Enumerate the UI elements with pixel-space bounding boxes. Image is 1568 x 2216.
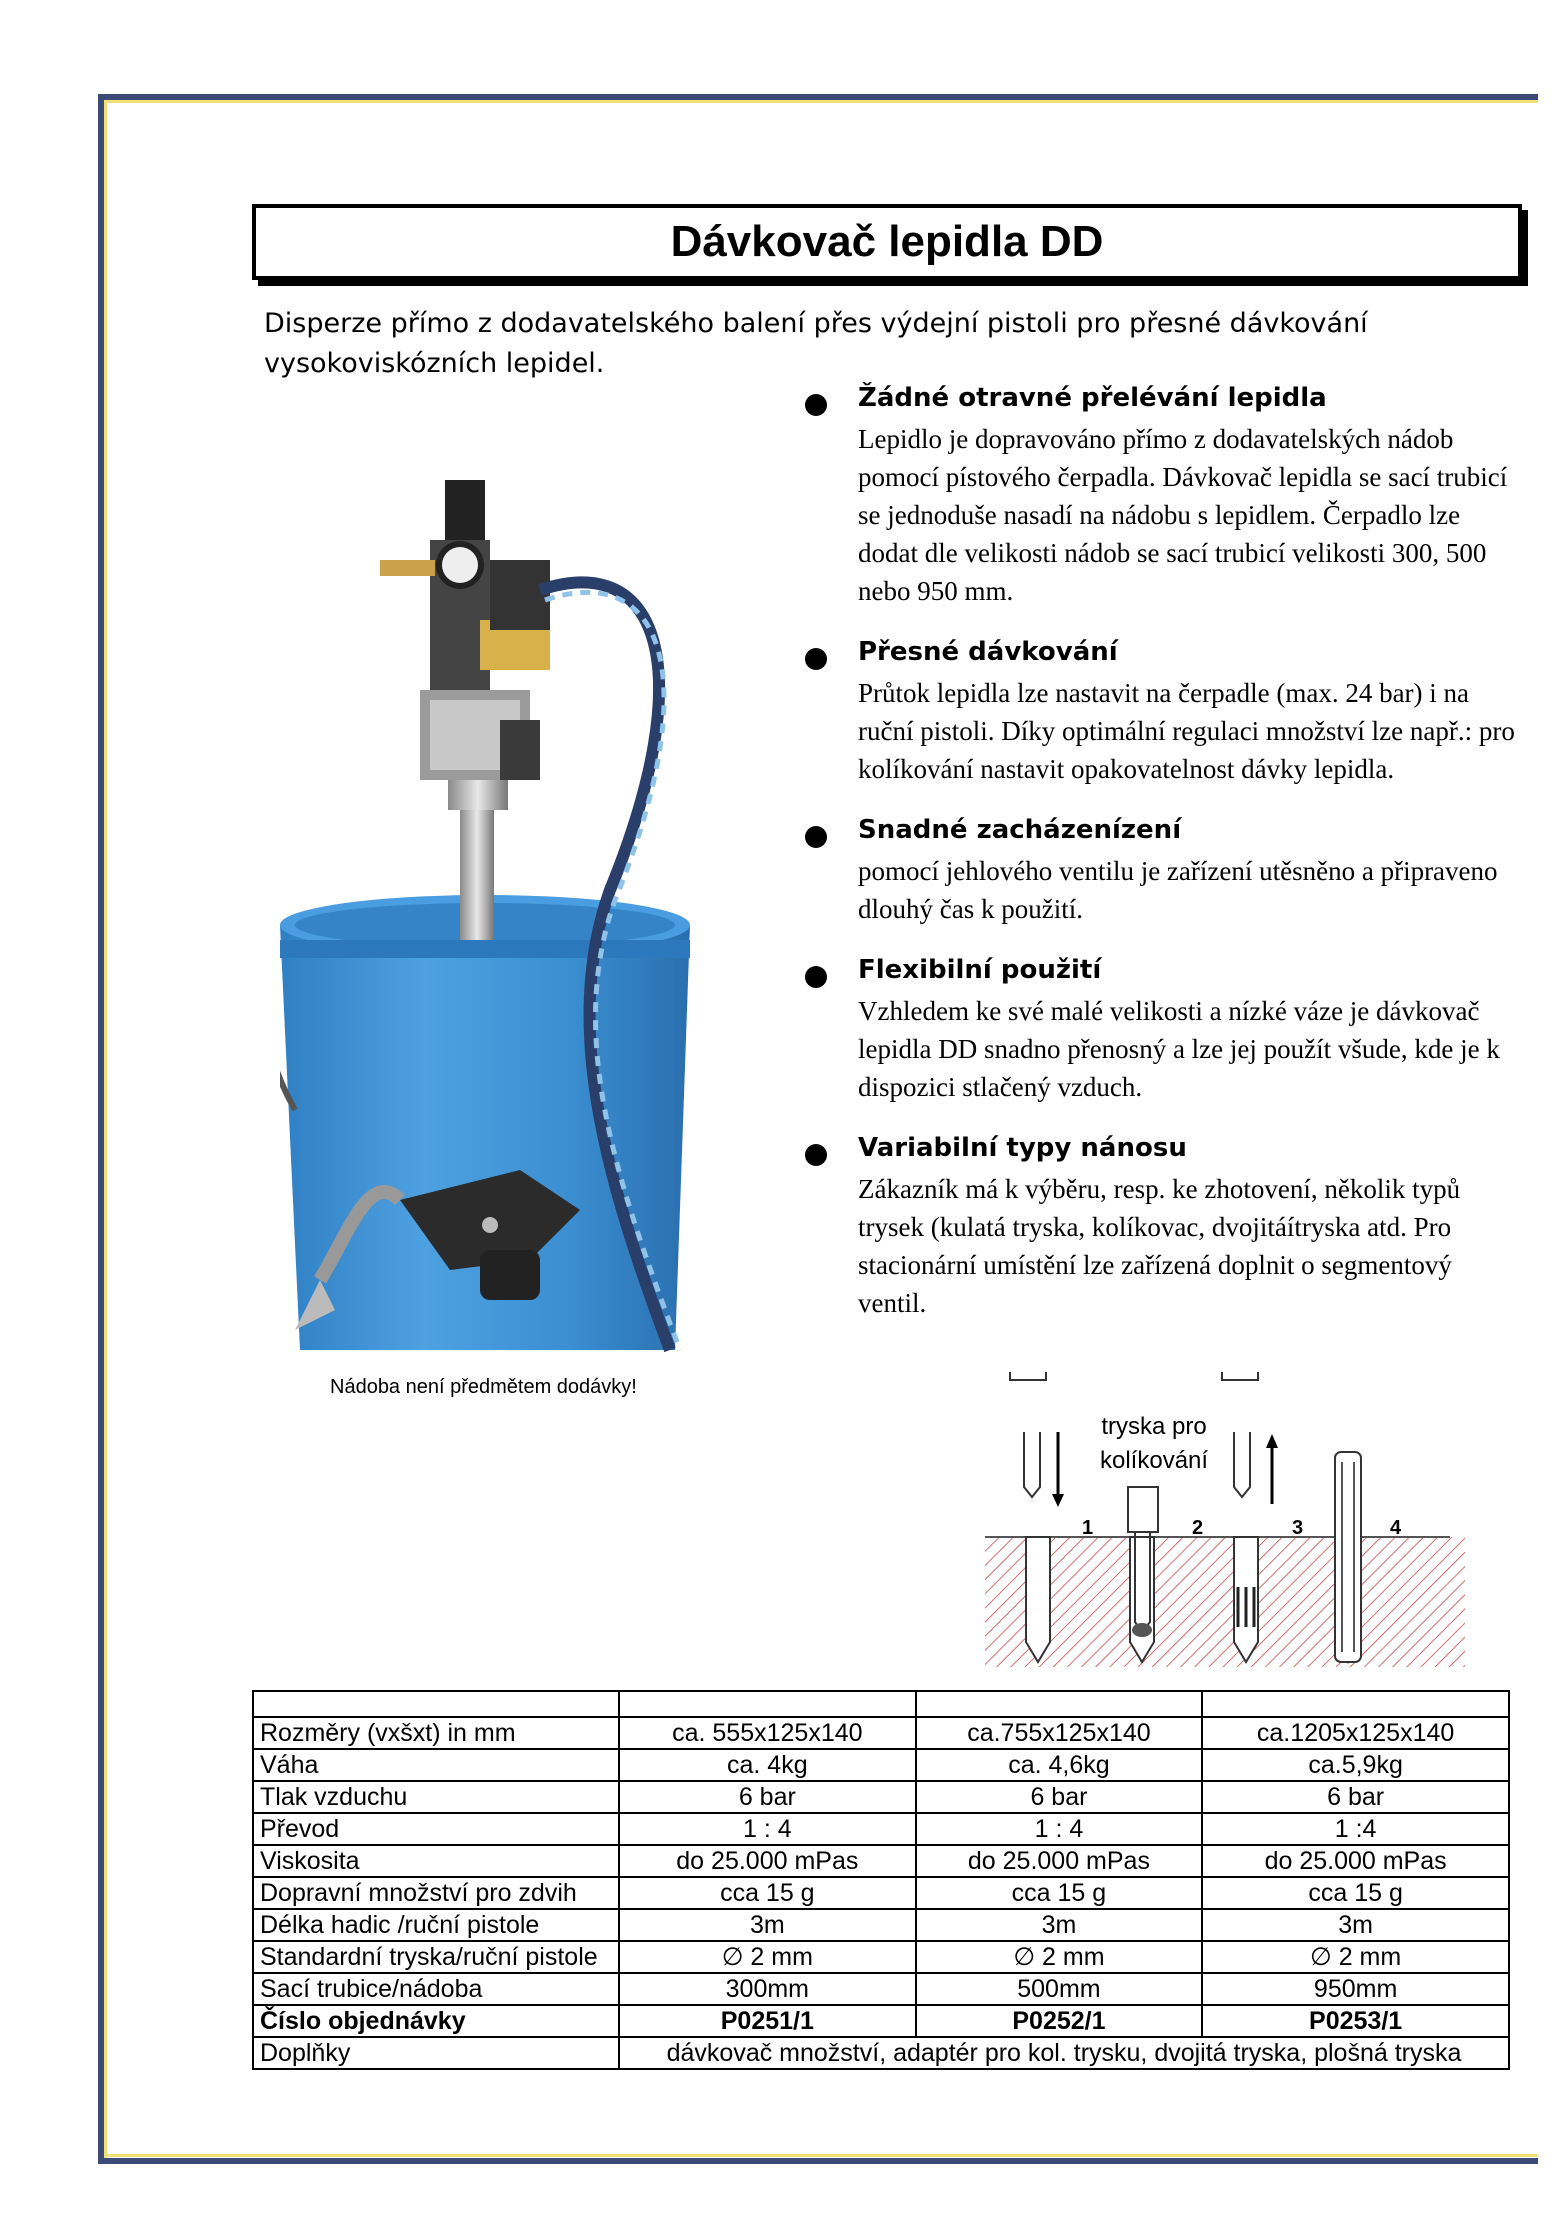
arrow-up-icon <box>1266 1434 1278 1448</box>
spec-table <box>252 1690 1510 2070</box>
wood-section <box>985 1537 1465 1667</box>
row-label: Délka hadic /ruční pistole <box>253 1909 619 1941</box>
product-photo <box>280 470 780 1370</box>
dowel-diagram <box>980 1372 1480 1672</box>
cell: ca. 4kg <box>619 1749 916 1781</box>
bullet-icon <box>805 826 827 848</box>
table-row <box>253 1845 1509 1877</box>
page-frame-left-accent <box>104 100 107 2160</box>
page-frame-bottom-accent <box>104 2154 1538 2157</box>
cell: ca.5,9kg <box>1202 1749 1509 1781</box>
feature-item <box>800 634 1520 788</box>
bullet-icon <box>805 648 827 670</box>
cell: do 25.000 mPas <box>916 1845 1203 1877</box>
page-frame-bottom <box>98 2158 1538 2164</box>
dowel <box>1335 1452 1361 1662</box>
page-title: Dávkovač lepidla DD <box>670 217 1104 266</box>
feature-text: pomocí jehlového ventilu je zařízení utěsněno a připraveno dlouhý čas k použití. <box>858 856 1498 924</box>
feature-text: Průtok lepidla lze nastavit na čerpadle (max. 24 bar) i na ruční pistoli. Díky optimální regulaci množství lze např.: pro kolíkování nastavit opakovatelnost dávky lepidla. <box>858 678 1515 784</box>
row-label: Číslo objednávky <box>253 2005 619 2037</box>
cell: ∅ 2 mm <box>1202 1941 1509 1973</box>
cell: 500mm <box>916 1973 1203 2005</box>
cell: 1 : 4 <box>916 1813 1203 1845</box>
step-number: 3 <box>1292 1517 1304 1539</box>
accessories-row <box>253 2037 1509 2069</box>
cell: cca 15 g <box>619 1877 916 1909</box>
page-frame-top-accent <box>104 100 1538 103</box>
table-row <box>253 1717 1509 1749</box>
feature-item <box>800 952 1520 1106</box>
cell: 6 bar <box>916 1781 1203 1813</box>
cell: 6 bar <box>1202 1781 1509 1813</box>
step-number: 4 <box>1390 1517 1402 1539</box>
nozzle-3 <box>1234 1432 1250 1497</box>
intro-text: Disperze přímo z dodavatelského balení přes výdejní pistoli pro přesné dávkování vysokoviskózních lepidel. <box>264 308 1368 379</box>
feature-heading: Snadné zacházenízení <box>858 815 1182 845</box>
cell: ca. 4,6kg <box>916 1749 1203 1781</box>
bullet-icon <box>805 966 827 988</box>
row-label: Viskosita <box>253 1845 619 1877</box>
accessories-text: dávkovač množství, adaptér pro kol. trysku, dvojitá tryska, plošná tryska <box>619 2037 1509 2069</box>
order-number: P0251/1 <box>619 2005 916 2037</box>
cell: ca.1205x125x140 <box>1202 1717 1509 1749</box>
feature-heading: Přesné dávkování <box>858 637 1118 667</box>
cell: 6 bar <box>619 1781 916 1813</box>
feature-list <box>800 380 1520 1346</box>
cell: 3m <box>1202 1909 1509 1941</box>
cell: ca. 555x125x140 <box>619 1717 916 1749</box>
step-number: 2 <box>1192 1517 1204 1539</box>
cell: cca 15 g <box>916 1877 1203 1909</box>
feature-heading: Flexibilní použití <box>858 955 1102 985</box>
cell: 1 :4 <box>1202 1813 1509 1845</box>
hole-1 <box>1026 1537 1050 1662</box>
row-label: Převod <box>253 1813 619 1845</box>
table-row <box>253 1973 1509 2005</box>
order-number: P0252/1 <box>916 2005 1203 2037</box>
bullet-icon <box>805 1144 827 1166</box>
cell: 300mm <box>619 1973 916 2005</box>
table-row <box>253 1941 1509 1973</box>
cell: 3m <box>916 1909 1203 1941</box>
photo-caption: Nádoba není předmětem dodávky! <box>330 1376 637 1398</box>
cell: 950mm <box>1202 1973 1509 2005</box>
order-number-row <box>253 2005 1509 2037</box>
cell: 1 : 4 <box>619 1813 916 1845</box>
feature-heading: Variabilní typy nánosu <box>858 1133 1187 1163</box>
feature-text: Zákazník má k výběru, resp. ke zhotovení, několik typů trysek (kulatá tryska, kolíkovac, dvojitáítryska atd. Pro stacionární umístění lze zařízená doplnit o segmentový ventil. <box>858 1174 1461 1318</box>
cell: do 25.000 mPas <box>619 1845 916 1877</box>
feature-text: Vzhledem ke své malé velikosti a nízké váze je dávkovač lepidla DD snadno přenosný a lze jej použít všude, kde je k dispozici stlačený vzduch. <box>858 996 1500 1102</box>
row-label: Tlak vzduchu <box>253 1781 619 1813</box>
row-label: Váha <box>253 1749 619 1781</box>
feature-heading: Žádné otravné přelévání lepidla <box>858 383 1327 413</box>
row-label: Rozměry (vxšxt) in mm <box>253 1717 619 1749</box>
table-row <box>253 1813 1509 1845</box>
cell: do 25.000 mPas <box>1202 1845 1509 1877</box>
table-row <box>253 1877 1509 1909</box>
feature-item <box>800 812 1520 928</box>
cell: 3m <box>619 1909 916 1941</box>
cell: cca 15 g <box>1202 1877 1509 1909</box>
step-number: 1 <box>1082 1517 1094 1539</box>
title-box <box>252 204 1522 280</box>
cell: ∅ 2 mm <box>916 1941 1203 1973</box>
row-label: Standardní tryska/ruční pistole <box>253 1941 619 1973</box>
table-header-row <box>253 1691 1509 1717</box>
diagram-label <box>1100 1410 1208 1478</box>
row-label: Sací trubice/nádoba <box>253 1973 619 2005</box>
cell: ∅ 2 mm <box>619 1941 916 1973</box>
arrow-down-icon <box>1052 1494 1064 1507</box>
bullet-icon <box>805 394 827 416</box>
row-label: Doplňky <box>253 2037 619 2069</box>
diagram-label-line1: tryska pro <box>1101 1413 1207 1440</box>
diagram-label-line2: kolíkování <box>1100 1447 1209 1474</box>
cell: ca.755x125x140 <box>916 1717 1203 1749</box>
table-row <box>253 1781 1509 1813</box>
table-row <box>253 1909 1509 1941</box>
feature-item <box>800 380 1520 610</box>
table-row <box>253 1749 1509 1781</box>
order-number: P0253/1 <box>1202 2005 1509 2037</box>
feature-item <box>800 1130 1520 1322</box>
nozzle-1 <box>1024 1432 1040 1497</box>
feature-text: Lepidlo je dopravováno přímo z dodavatelských nádob pomocí pístového čerpadla. Dávkovač lepidla se sací trubicí se jednoduše nasadí na nádobu s lepidlem. Čerpadlo lze dodat dle velikosti nádob se sací trubicí velikosti 300, 500 nebo 950 mm. <box>858 424 1508 606</box>
row-label: Dopravní množství pro zdvih <box>253 1877 619 1909</box>
